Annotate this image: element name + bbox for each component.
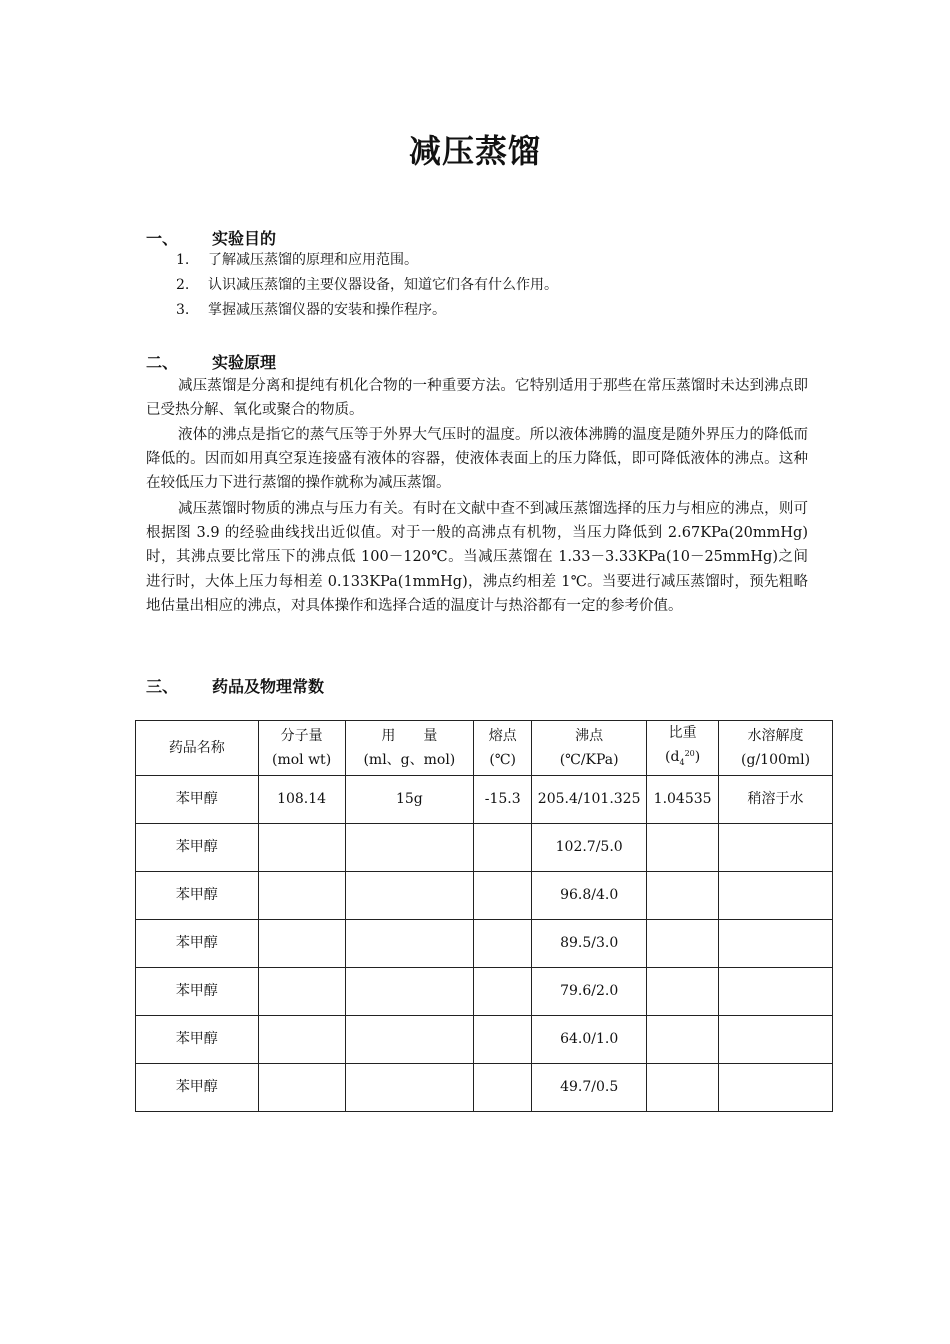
cell-amount: 15g (345, 775, 474, 823)
cell-boiling-point: 96.8/4.0 (532, 871, 647, 919)
cell-boiling-point: 79.6/2.0 (532, 967, 647, 1015)
cell-mol-wt (258, 1063, 345, 1111)
cell-melting-point (474, 823, 532, 871)
cell-name: 苯甲醇 (136, 823, 259, 871)
cell-amount (345, 919, 474, 967)
table-header-row (136, 721, 833, 776)
table-row (136, 919, 833, 967)
cell-mol-wt (258, 871, 345, 919)
paragraph: 减压蒸馏是分离和提纯有机化合物的一种重要方法。它特别适用于那些在常压蒸馏时未达到沸点即已受热分解、氧化或聚合的物质。 (146, 378, 808, 419)
cell-melting-point (474, 967, 532, 1015)
cell-name: 苯甲醇 (136, 1063, 259, 1111)
cell-boiling-point: 102.7/5.0 (532, 823, 647, 871)
table-row (136, 775, 833, 823)
physical-constants-table (135, 720, 833, 1112)
cell-melting-point (474, 919, 532, 967)
cell-melting-point (474, 1015, 532, 1063)
section-number: 一、 (146, 229, 179, 248)
cell-amount (345, 1063, 474, 1111)
table-row (136, 871, 833, 919)
cell-solubility (719, 823, 833, 871)
cell-amount (345, 1015, 474, 1063)
cell-boiling-point: 205.4/101.325 (532, 775, 647, 823)
cell-boiling-point: 64.0/1.0 (532, 1015, 647, 1063)
cell-amount (345, 871, 474, 919)
cell-density (647, 1063, 719, 1111)
list-item (176, 248, 418, 272)
cell-mol-wt (258, 967, 345, 1015)
cell-solubility (719, 1015, 833, 1063)
table-row (136, 1063, 833, 1111)
header-density: 比重 $(d_4^{20})$ (647, 721, 719, 776)
section-heading-purpose (146, 226, 276, 249)
cell-density (647, 823, 719, 871)
list-item (176, 273, 558, 297)
cell-name: 苯甲醇 (136, 871, 259, 919)
cell-mol-wt (258, 1015, 345, 1063)
cell-boiling-point: 49.7/0.5 (532, 1063, 647, 1111)
cell-density (647, 871, 719, 919)
section-number: 三、 (146, 677, 179, 696)
list-text: 了解减压蒸馏的原理和应用范围。 (208, 252, 418, 268)
cell-density: 1.04535 (647, 775, 719, 823)
paragraph: 减压蒸馏时物质的沸点与压力有关。有时在文献中查不到减压蒸馏选择的压力与相应的沸点，则可根据图 3.9 的经验曲线找出近似值。对于一般的高沸点有机物，当压力降低到 2.67KPa(20mmHg)时，其沸点要比常压下的沸点低 100－120℃。当减压蒸馏在 1.33－3.33KPa(10－25mmHg)之间进行时，大体上压力每相差 0.133KPa(1mmHg)，沸点约相差 1℃。当要进行减压蒸馏时，预先粗略地估量出相应的沸点，对具体操作和选择合适的温度计与热浴都有一定的参考价值。 (146, 501, 808, 614)
list-index: 3. (176, 302, 190, 318)
header-mol-wt: 分子量 (mol wt) (258, 721, 345, 776)
cell-name: 苯甲醇 (136, 775, 259, 823)
cell-mol-wt (258, 823, 345, 871)
cell-density (647, 919, 719, 967)
cell-melting-point (474, 871, 532, 919)
section-heading-reagents (146, 674, 324, 697)
section-number: 二、 (146, 353, 179, 372)
cell-melting-point (474, 1063, 532, 1111)
cell-amount (345, 967, 474, 1015)
cell-amount (345, 823, 474, 871)
header-solubility: 水溶解度 (g/100ml) (719, 721, 833, 776)
table-row (136, 967, 833, 1015)
section-title: 实验目的 (212, 229, 277, 248)
cell-name: 苯甲醇 (136, 967, 259, 1015)
cell-name: 苯甲醇 (136, 919, 259, 967)
cell-boiling-point: 89.5/3.0 (532, 919, 647, 967)
cell-mol-wt (258, 919, 345, 967)
cell-density (647, 1015, 719, 1063)
cell-density (647, 967, 719, 1015)
paragraph: 液体的沸点是指它的蒸气压等于外界大气压时的温度。所以液体沸腾的温度是随外界压力的降低而降低的。因而如用真空泵连接盛有液体的容器，使液体表面上的压力降低，即可降低液体的沸点。这种在较低压力下进行蒸馏的操作就称为减压蒸馏。 (146, 427, 808, 492)
table-row (136, 823, 833, 871)
cell-solubility (719, 967, 833, 1015)
cell-solubility (719, 871, 833, 919)
cell-solubility: 稍溶于水 (719, 775, 833, 823)
cell-solubility (719, 1063, 833, 1111)
section-heading-principle (146, 350, 276, 373)
list-index: 2. (176, 277, 190, 293)
table-row (136, 1015, 833, 1063)
header-boiling-point: 沸点 (℃/KPa) (532, 721, 647, 776)
page-title: 减压蒸馏 (408, 132, 541, 170)
cell-solubility (719, 919, 833, 967)
section-title: 药品及物理常数 (212, 677, 325, 696)
list-text: 掌握减压蒸馏仪器的安装和操作程序。 (208, 302, 446, 318)
cell-melting-point: -15.3 (474, 775, 532, 823)
cell-mol-wt: 108.14 (258, 775, 345, 823)
header-amount: 用 量 (ml、g、mol) (345, 721, 474, 776)
header-melting-point: 熔点 (℃) (474, 721, 532, 776)
list-index: 1. (176, 252, 190, 268)
list-item (176, 298, 446, 322)
list-text: 认识减压蒸馏的主要仪器设备，知道它们各有什么作用。 (208, 277, 558, 293)
header-name: 药品名称 (136, 721, 259, 776)
section-title: 实验原理 (212, 353, 277, 372)
cell-name: 苯甲醇 (136, 1015, 259, 1063)
